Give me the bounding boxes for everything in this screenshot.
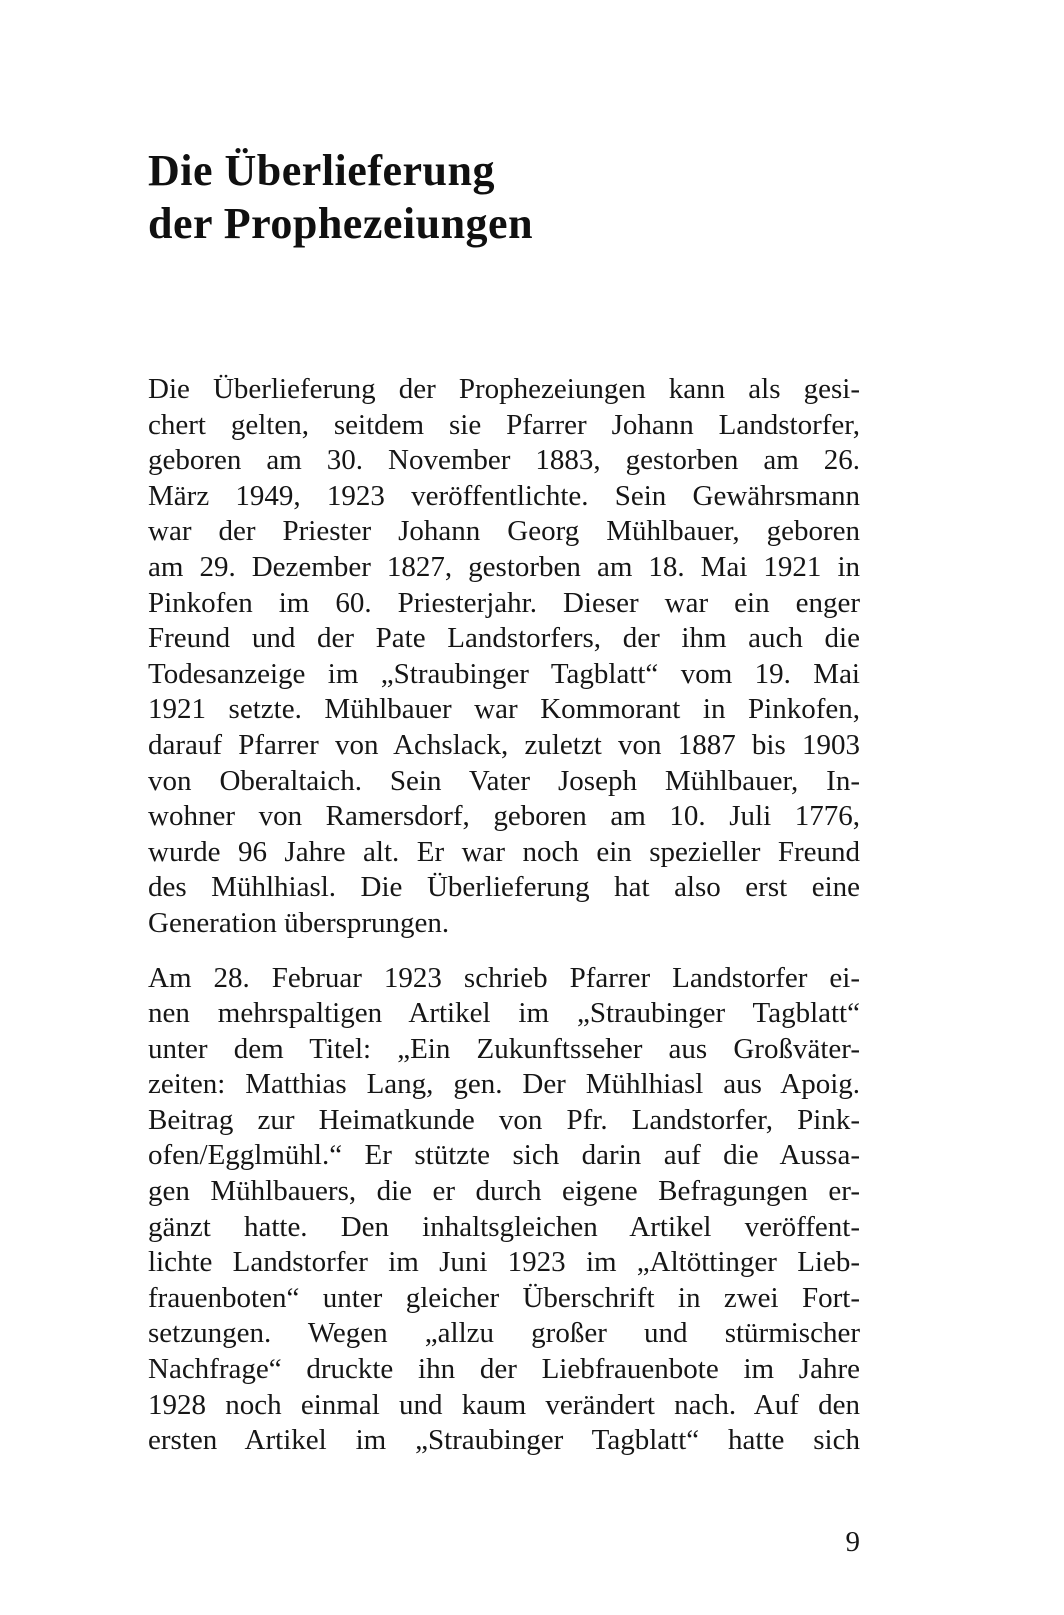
text-line: unter dem Titel: „Ein Zukunftsseher aus Großväter- — [148, 1032, 860, 1065]
text-line: war der Priester Johann Georg Mühlbauer, geboren — [148, 515, 860, 548]
text-line: Beitrag zur Heimatkunde von Pfr. Landstorfer, Pink- — [148, 1103, 860, 1136]
text-line: Freund und der Pate Landstorfers, der ihm auch die — [148, 622, 860, 655]
text-line: Generation übersprungen. — [148, 906, 450, 939]
text-line: des Mühlhiasl. Die Überlieferung hat also erst eine — [148, 871, 860, 904]
text-line: März 1949, 1923 veröffentlichte. Sein Gewährsmann — [148, 479, 860, 512]
text-line: ofen/Egglmühl.“ Er stützte sich darin auf die Aussa- — [148, 1139, 860, 1172]
text-line: Die Überlieferung der Prophezeiungen kann als gesi- — [148, 373, 860, 405]
text-line: ersten Artikel im „Straubinger Tagblatt“ hatte sich — [148, 1424, 860, 1457]
text-line: zeiten: Matthias Lang, gen. Der Mühlhiasl aus Apoig. — [148, 1068, 860, 1101]
chapter-title — [148, 144, 533, 250]
text-line: frauenboten“ unter gleicher Überschrift in zwei Fort- — [148, 1281, 860, 1314]
text-line: Nachfrage“ druckte ihn der Liebfrauenbote im Jahre — [148, 1353, 860, 1386]
text-line: Todesanzeige im „Straubinger Tagblatt“ vom 19. Mai — [148, 657, 860, 690]
text-line: 1921 setzte. Mühlbauer war Kommorant in Pinkofen, — [148, 693, 860, 726]
chapter-title-line-2: der Prophezeiungen — [148, 199, 534, 248]
body-text — [148, 372, 860, 1459]
text-line: wohner von Ramersdorf, geboren am 10. Juli 1776, — [148, 800, 860, 833]
text-line: am 29. Dezember 1827, gestorben am 18. Mai 1921 in — [148, 550, 860, 583]
chapter-title-line-1: Die Überlieferung — [148, 146, 495, 195]
text-line: chert gelten, seitdem sie Pfarrer Johann Landstorfer, — [148, 408, 860, 441]
text-line: lichte Landstorfer im Juni 1923 im „Altöttinger Lieb- — [148, 1246, 860, 1279]
text-line: darauf Pfarrer von Achslack, zuletzt von 1887 bis 1903 — [148, 728, 860, 761]
text-line: 1928 noch einmal und kaum verändert nach. Auf den — [148, 1388, 860, 1421]
paragraph-2 — [148, 961, 860, 1459]
text-line: Am 28. Februar 1923 schrieb Pfarrer Landstorfer ei- — [148, 961, 860, 994]
text-line: nen mehrspaltigen Artikel im „Straubinger Tagblatt“ — [148, 997, 860, 1030]
text-line: Pinkofen im 60. Priesterjahr. Dieser war ein enger — [148, 586, 860, 619]
text-line: setzungen. Wegen „allzu großer und stürmischer — [148, 1317, 860, 1350]
text-line: gen Mühlbauers, die er durch eigene Befragungen er- — [148, 1175, 860, 1208]
text-line: geboren am 30. November 1883, gestorben am 26. — [148, 444, 860, 477]
page-number: 9 — [845, 1526, 860, 1558]
text-line: von Oberaltaich. Sein Vater Joseph Mühlbauer, In- — [148, 764, 860, 797]
paragraph-1 — [148, 372, 860, 942]
text-line: gänzt hatte. Den inhaltsgleichen Artikel veröffent- — [148, 1210, 860, 1243]
text-line: wurde 96 Jahre alt. Er war noch ein spezieller Freund — [148, 835, 860, 868]
